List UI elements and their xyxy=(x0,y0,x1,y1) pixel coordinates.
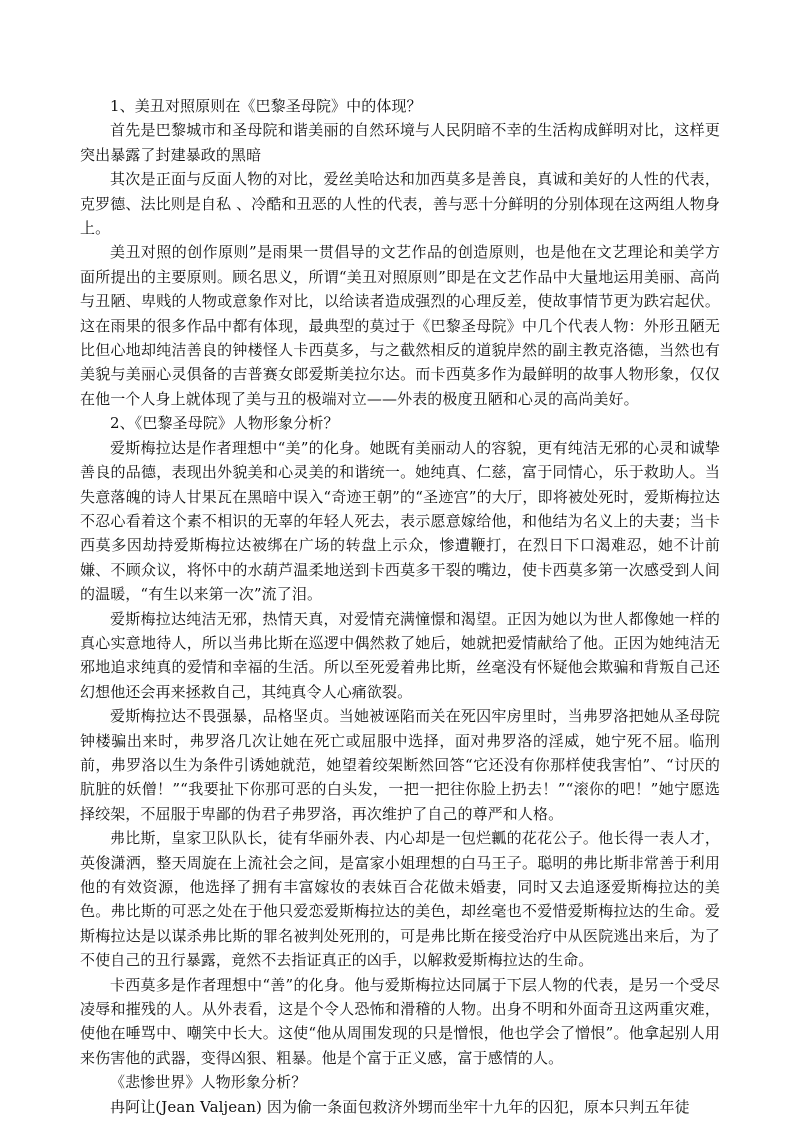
paragraph: 爱斯梅拉达是作者理想中“美”的化身。她既有美丽动人的容貌，更有纯洁无邪的心灵和诚挚善良的品德，表现出外貌美和心灵美的和谐统一。她纯真、仁慈，富于同情心，乐于救助人。当失意落魄的诗人甘果瓦在黑暗中误入“奇迹王朝”的“圣迹宫”的大厅，即将被处死时，爱斯梅拉达不忍心看着这个素不相识的无辜的年轻人死去，表示愿意嫁给他，和他结为名义上的夫妻；当卡西莫多因劫持爱斯梅拉达被绑在广场的转盘上示众，惨遭鞭打，在烈日下口渴难忍，她不计前嫌、不顾众议，将怀中的水葫芦温柔地送到卡西莫多干裂的嘴边，使卡西莫多第一次感受到人间的温暖，“有生以来第一次”流了泪。 xyxy=(80,438,720,604)
section-heading: 《悲惨世界》人物形象分析？ xyxy=(110,1073,307,1092)
paragraph: 弗比斯，皇家卫队队长，徒有华丽外表、内心却是一包烂瓤的花花公子。他长得一表人才，英俊潇洒，整天周旋在上流社会之间，是富家小姐理想的白马王子。聪明的弗比斯非常善于利用他的有效资源，他选择了拥有丰富嫁妆的表妹百合花做未婚妻，同时又去追逐爱斯梅拉达的美色。弗比斯的可恶之处在于他只爱恋爱斯梅拉达的美色，却丝毫也不爱惜爱斯梅拉达的生命。爱斯梅拉达是以谋杀弗比斯的罪名被判处死刑的，可是弗比斯在接受治疗中从医院逃出来后，为了不使自己的丑行暴露，竟然不去指证真正的凶手，以解救爱斯梅拉达的生命。 xyxy=(80,829,720,970)
document-page xyxy=(80,94,720,1119)
paragraph: 美丑对照的创作原则”是雨果一贯倡导的文艺作品的创造原则，也是他在文艺理论和美学方面所提出的主要原则。顾名思义，所谓“美丑对照原则”即是在文艺作品中大量地运用美丽、高尚与丑陋、卑贱的人物或意象作对比，以给读者造成强烈的心理反差，使故事情节更为跌宕起伏。这在雨果的很多作品中都有体现，最典型的莫过于《巴黎圣母院》中几个代表人物：外形丑陋无比但心地却纯洁善良的钟楼怪人卡西莫多，与之截然相反的道貌岸然的副主教克洛德，当然也有美貌与美丽心灵俱备的吉普赛女郎爱斯美拉尔达。而卡西莫多作为最鲜明的故事人物形象，仅仅在他一个人身上就体现了美与丑的极端对立——外表的极度丑陋和心灵的高尚美好。 xyxy=(80,243,720,408)
section-heading: 2、《巴黎圣母院》人物形象分析？ xyxy=(110,414,339,433)
paragraph: 其次是正面与反面人物的对比，爱丝美哈达和加西莫多是善良，真诚和美好的人性的代表，克罗德、法比则是自私 、冷酷和丑恶的人性的代表，善与恶十分鲜明的分别体现在这两组人物身上。 xyxy=(80,170,720,238)
paragraph: 爱斯梅拉达不畏强暴，品格坚贞。当她被诬陷而关在死囚牢房里时，当弗罗洛把她从圣母院钟楼骗出来时，弗罗洛几次让她在死亡或屈服中选择，面对弗罗洛的淫威，她宁死不屈。临刑前，弗罗洛以生为条件引诱她就范，她望着绞架断然回答“它还没有你那样使我害怕”、“讨厌的肮脏的妖僧！”“我要扯下你那可恶的白头发，一把一把往你脸上扔去！”“滚你的吧！”她宁愿选择绞架，不屈服于卑鄙的伪君子弗罗洛，再次维护了自己的尊严和人格。 xyxy=(80,707,720,823)
section-heading: 1、美丑对照原则在《巴黎圣母院》中的体现？ xyxy=(110,97,422,115)
paragraph: 爱斯梅拉达纯洁无邪，热情天真，对爱情充满憧憬和渴望。正因为她以为世人都像她一样的真心实意地待人，所以当弗比斯在巡逻中偶然救了她后，她就把爱情献给了他。正因为她纯洁无邪地追求纯真的爱情和幸福的生活。所以至死爱着弗比斯，丝毫没有怀疑他会欺骗和背叛自己还幻想他还会再来拯救自己，其纯真令人心痛欲裂。 xyxy=(80,609,720,701)
section-2 xyxy=(80,411,720,1070)
section-1 xyxy=(80,94,720,411)
paragraph: 冉阿让(Jean Valjean) 因为偷一条面包救济外甥而坐牢十九年的囚犯，原本只判五年徒 xyxy=(110,1097,690,1116)
paragraph: 首先是巴黎城市和圣母院和谐美丽的自然环境与人民阴暗不幸的生活构成鲜明对比，这样更突出暴露了封建暴政的黑暗 xyxy=(80,121,720,164)
section-3 xyxy=(80,1070,720,1119)
paragraph: 卡西莫多是作者理想中“善”的化身。他与爱斯梅拉达同属于下层人物的代表，是另一个受尽凌辱和摧残的人。从外表看，这是个令人恐怖和滑稽的人物。出身不明和外面奇丑这两重灾难，使他在唾骂中、嘲笑中长大。这使“他从周围发现的只是憎恨，他也学会了憎恨”。他拿起别人用来伤害他的武器，变得凶狠、粗暴。他是个富于正义感，富于感情的人。 xyxy=(80,975,720,1067)
